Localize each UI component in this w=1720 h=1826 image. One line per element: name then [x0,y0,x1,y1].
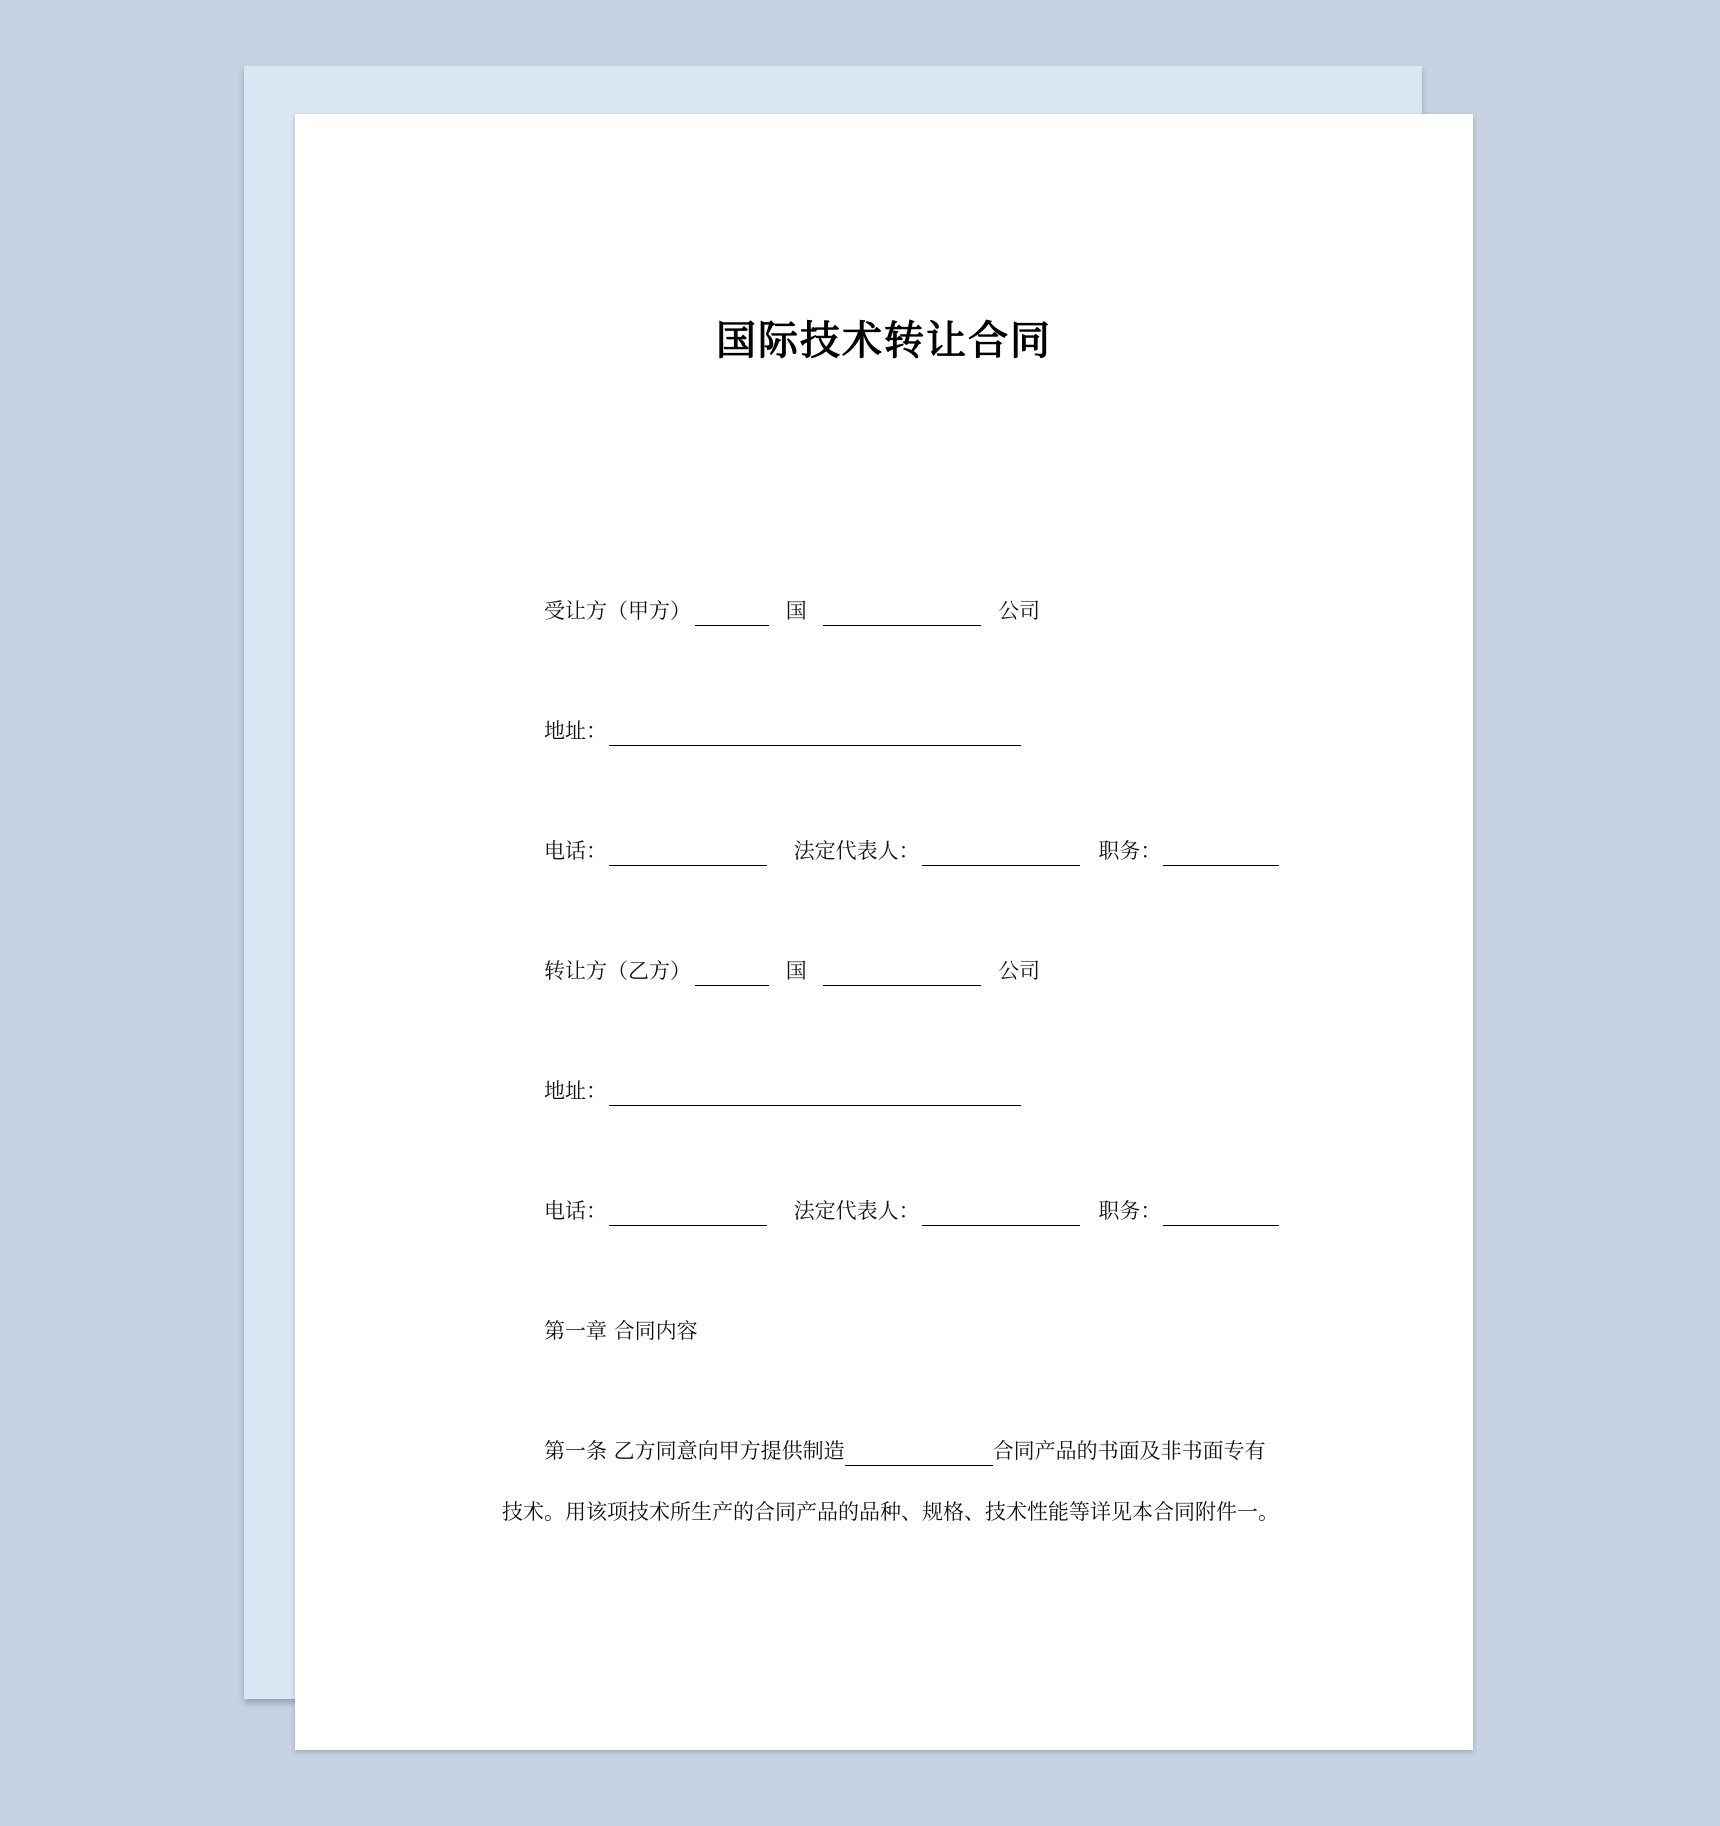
document-title: 国际技术转让合同 [716,318,1052,364]
party-a-company-label: 公司 [998,599,1041,623]
party-b-company-label: 公司 [998,959,1041,983]
chapter-one-heading [544,1316,698,1346]
legal-rep-b-label: 法定代表人： [793,1199,920,1223]
address-b-label: 地址： [544,1079,607,1103]
article-one-prefix: 第一条 乙方同意向甲方提供制造 [544,1439,845,1463]
address-a-label: 地址： [544,719,607,743]
phone-a-label: 电话： [544,839,607,863]
position-b-blank[interactable] [1163,1201,1279,1226]
address-b-line [544,1076,1021,1106]
contact-b-line [544,1196,1279,1226]
party-a-line [544,596,1040,626]
address-b-blank[interactable] [609,1081,1021,1106]
position-a-label: 职务： [1098,839,1162,863]
address-a-blank[interactable] [609,721,1021,746]
party-a-label: 受让方（甲方） [544,599,691,623]
party-a-company-blank[interactable] [823,601,981,626]
party-a-country-blank[interactable] [695,601,769,626]
article-one-line [544,1436,1266,1466]
position-b-label: 职务： [1098,1199,1162,1223]
article-one-suffix: 合同产品的书面及非书面专有 [992,1439,1266,1463]
party-b-label: 转让方（乙方） [544,959,691,983]
legal-rep-b-blank[interactable] [922,1201,1080,1226]
phone-b-blank[interactable] [609,1201,767,1226]
article-one-continuation: 技术。用该项技术所生产的合同产品的品种、规格、技术性能等详见本合同附件一。 [502,1500,1279,1524]
document-page [295,114,1473,1750]
position-a-blank[interactable] [1163,841,1279,866]
contact-a-line [544,836,1279,866]
legal-rep-a-label: 法定代表人： [793,839,920,863]
party-b-country-label: 国 [785,959,807,983]
article-one-product-blank[interactable] [845,1441,993,1466]
party-b-country-blank[interactable] [695,961,769,986]
phone-a-blank[interactable] [609,841,767,866]
party-b-line [544,956,1040,986]
party-a-country-label: 国 [785,599,807,623]
legal-rep-a-blank[interactable] [922,841,1080,866]
party-b-company-blank[interactable] [823,961,981,986]
chapter-one-text: 第一章 合同内容 [544,1319,698,1343]
phone-b-label: 电话： [544,1199,607,1223]
address-a-line [544,716,1021,746]
